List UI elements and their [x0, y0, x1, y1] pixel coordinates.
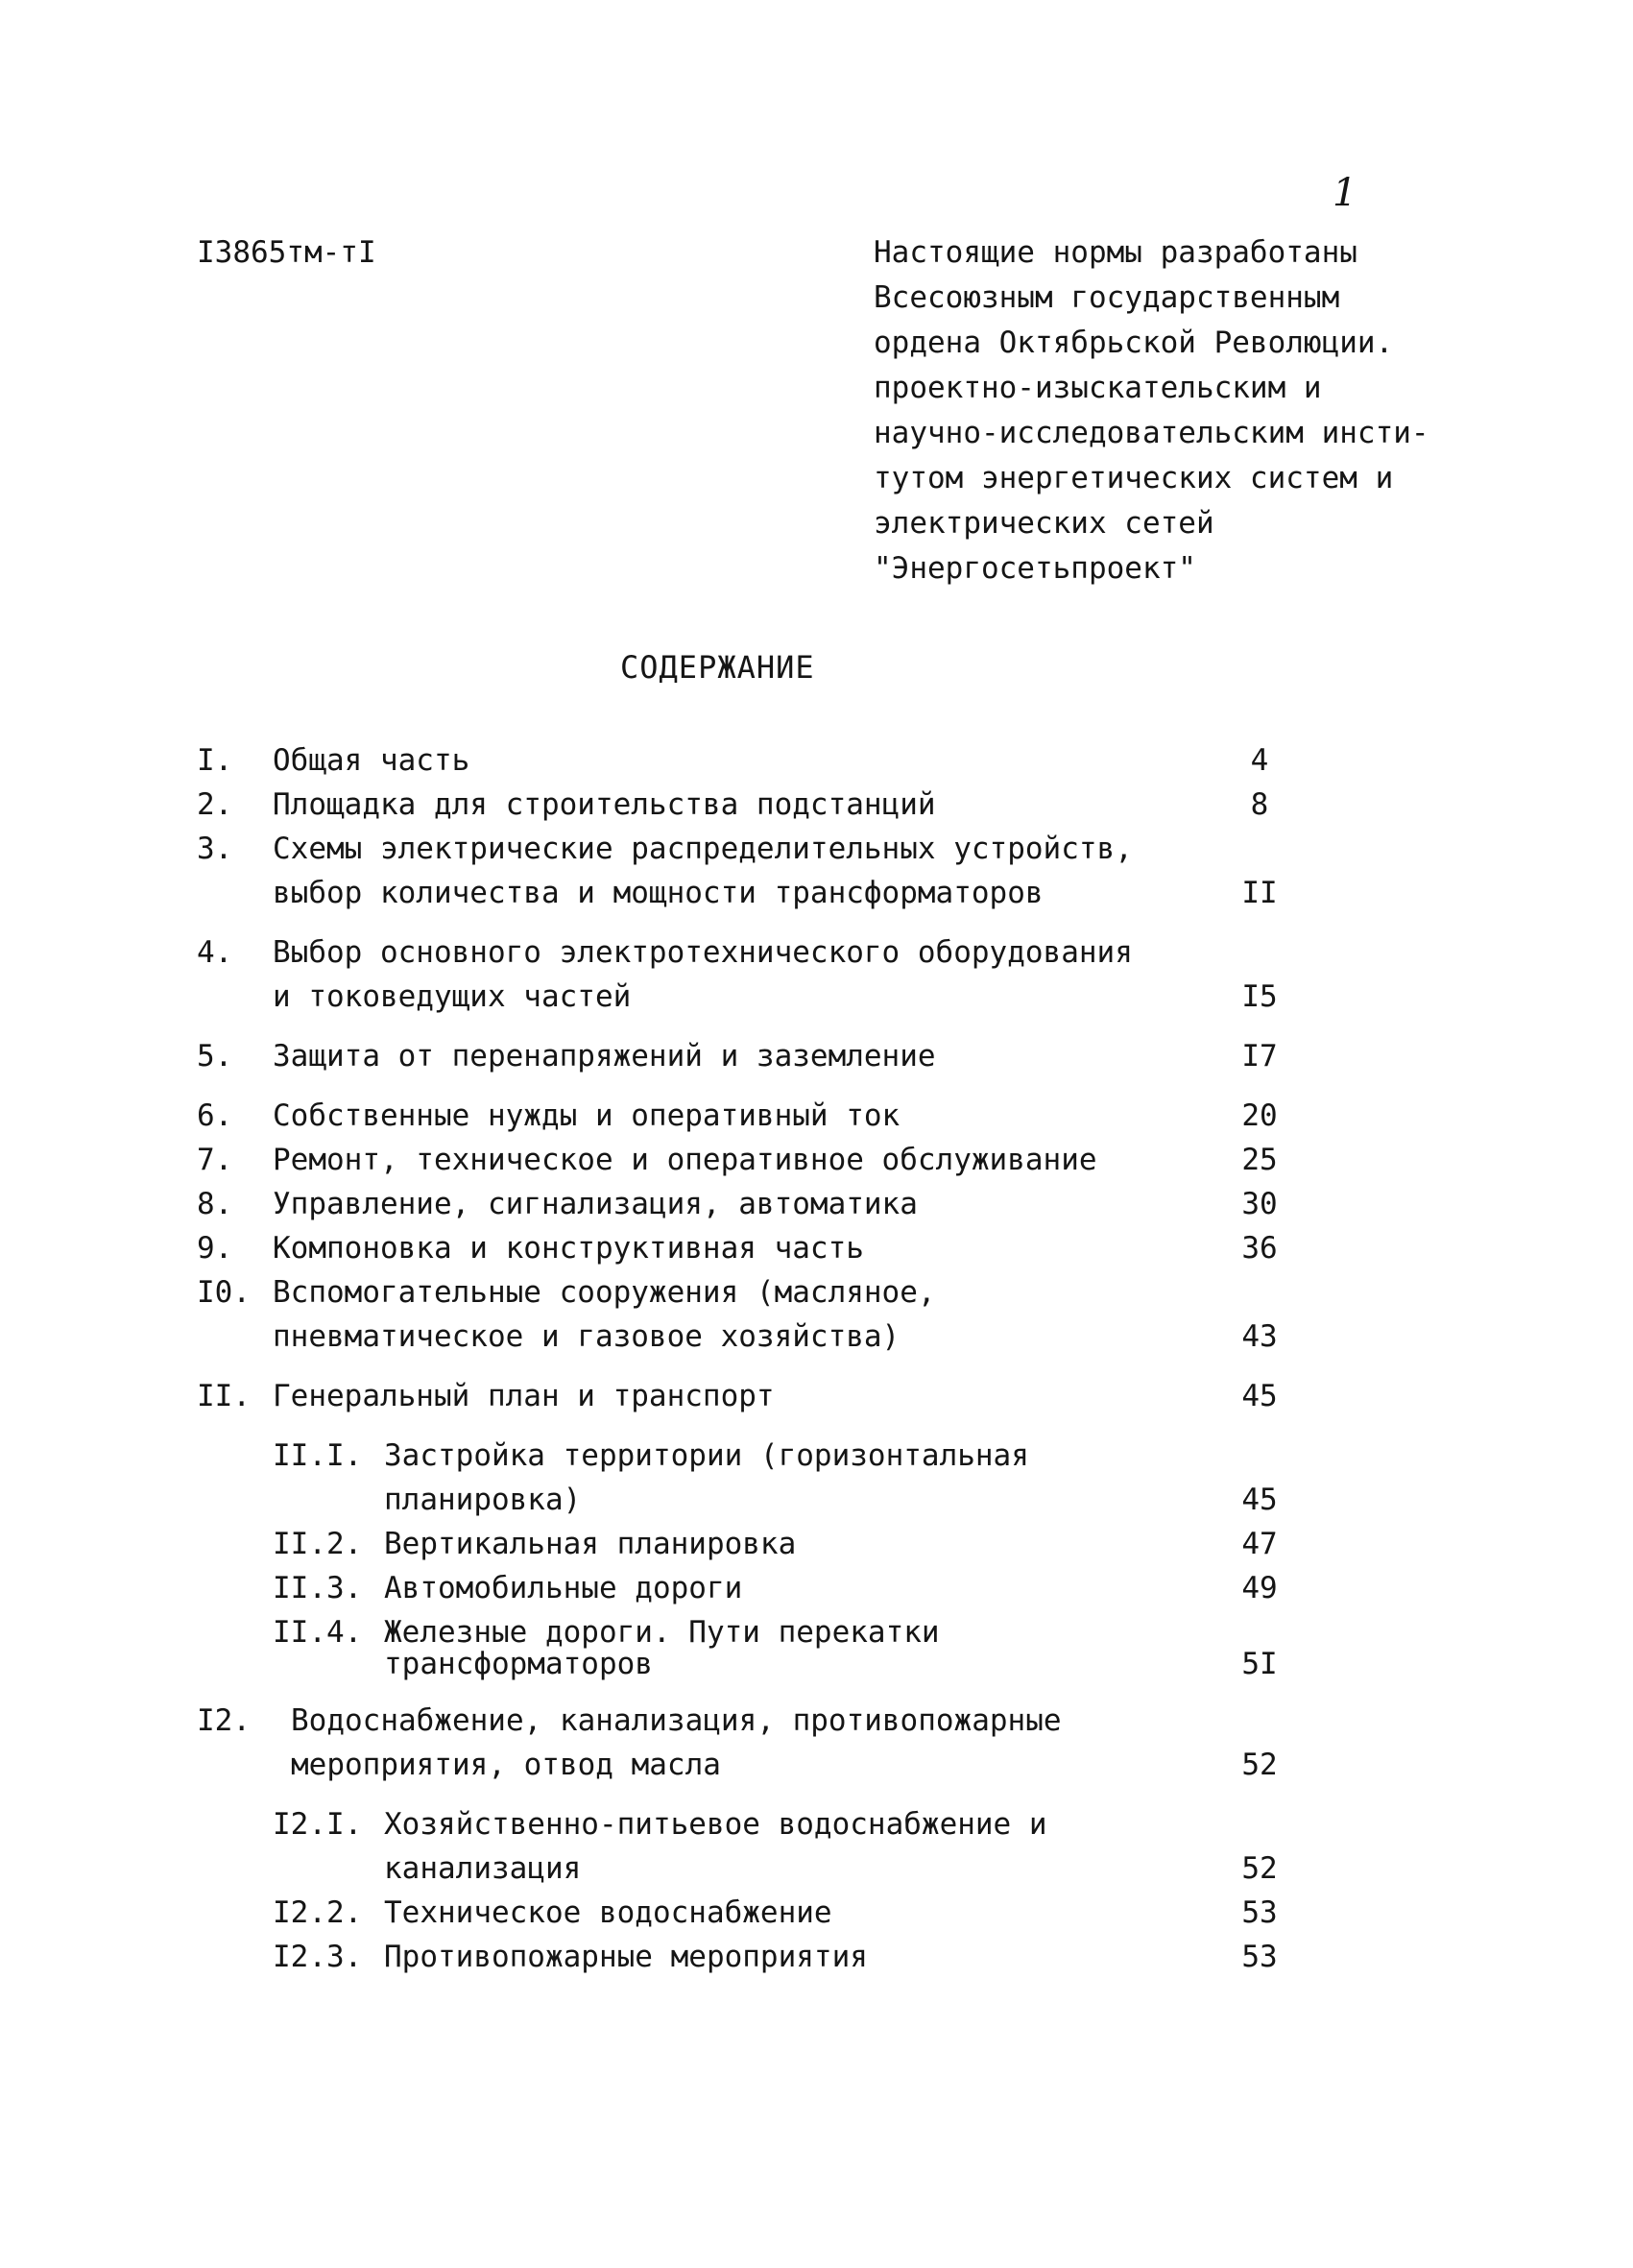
- toc-entry-page: 45: [1241, 1379, 1278, 1413]
- toc-entry-page: 25: [1241, 1143, 1278, 1177]
- toc-entry-page: 43: [1241, 1319, 1278, 1354]
- toc-entry-number: I2.2.: [273, 1895, 363, 1930]
- intro-line: Всесоюзным государственным: [874, 280, 1340, 315]
- toc-entry-title: Защита от перенапряжений и заземление: [273, 1039, 936, 1074]
- intro-line: электрических сетей: [874, 506, 1214, 541]
- toc-entry-title: Противопожарные мероприятия: [384, 1940, 868, 1974]
- toc-entry-number: I2.: [197, 1703, 251, 1738]
- toc-entry-number: 5.: [197, 1039, 233, 1074]
- toc-entry-title: Генеральный план и транспорт: [273, 1379, 775, 1413]
- toc-entry-number: I2.I.: [273, 1807, 363, 1842]
- intro-line: Настоящие нормы разработаны: [874, 235, 1357, 270]
- toc-entry-page: 53: [1241, 1940, 1278, 1974]
- toc-entry-number: I2.3.: [273, 1940, 363, 1974]
- toc-entry-title: Площадка для строительства подстанций: [273, 787, 936, 822]
- toc-entry-page: 45: [1241, 1483, 1278, 1517]
- toc-entry-title: Управление, сигнализация, автоматика: [273, 1187, 918, 1221]
- toc-entry-title: канализация: [384, 1851, 582, 1886]
- toc-entry-title: Собственные нужды и оперативный ток: [273, 1098, 901, 1133]
- toc-entry-page: 36: [1241, 1231, 1278, 1266]
- toc-entry-number: 6.: [197, 1098, 233, 1133]
- toc-entry-number: I0.: [197, 1275, 251, 1310]
- toc-entry-number: II.4.: [273, 1615, 363, 1650]
- toc-entry-title: Схемы электрические распределительных устройств,: [273, 832, 1133, 866]
- toc-entry-title: Компоновка и конструктивная часть: [273, 1231, 864, 1266]
- toc-entry-number: 7.: [197, 1143, 233, 1177]
- toc-entry-page: 5I: [1241, 1647, 1278, 1681]
- toc-entry-number: 9.: [197, 1231, 233, 1266]
- toc-entry-number: II.2.: [273, 1527, 363, 1561]
- toc-entry-page: 52: [1241, 1851, 1278, 1886]
- toc-entry-title: и токоведущих частей: [273, 979, 632, 1014]
- toc-entry-title: Вертикальная планировка: [384, 1527, 797, 1561]
- toc-entry-number: 4.: [197, 935, 233, 970]
- toc-entry-page: 49: [1241, 1571, 1278, 1605]
- toc-entry-title: Выбор основного электротехнического оборудования: [273, 935, 1133, 970]
- toc-entry-page: 8: [1250, 787, 1269, 822]
- intro-text: [874, 230, 1429, 591]
- toc-entry-title: трансформаторов: [384, 1647, 653, 1681]
- toc-entry-page: 47: [1241, 1527, 1278, 1561]
- page-number: 1: [1333, 171, 1357, 215]
- toc-entry-page: 20: [1241, 1098, 1278, 1133]
- toc-entry-number: II.I.: [273, 1438, 363, 1473]
- toc-entry-number: 2.: [197, 787, 233, 822]
- intro-line: проектно-изыскательским и: [874, 371, 1322, 405]
- toc-entry-title: планировка): [384, 1483, 582, 1517]
- document-code: I3865тм-тI: [197, 235, 376, 270]
- toc-entry-title: Застройка территории (горизонтальная: [384, 1438, 1029, 1473]
- toc-entry-title: Водоснабжение, канализация, противопожарные: [291, 1703, 1062, 1738]
- intro-line: "Энергосетьпроект": [874, 551, 1196, 586]
- intro-line: тутом энергетических систем и: [874, 461, 1394, 495]
- toc-entry-number: II.: [197, 1379, 251, 1413]
- toc-entry-page: 4: [1250, 743, 1269, 778]
- toc-entry-title: пневматическое и газовое хозяйства): [273, 1319, 901, 1354]
- toc-entry-number: II.3.: [273, 1571, 363, 1605]
- toc-entry-number: 8.: [197, 1187, 233, 1221]
- toc-entry-title: Техническое водоснабжение: [384, 1895, 832, 1930]
- toc-entry-page: 53: [1241, 1895, 1278, 1930]
- toc-entry-number: 3.: [197, 832, 233, 866]
- toc-entry-title: Автомобильные дороги: [384, 1571, 743, 1605]
- toc-entry-page: II: [1241, 876, 1278, 910]
- toc-title: СОДЕРЖАНИЕ: [620, 649, 815, 686]
- toc-entry-title: Вспомогательные сооружения (масляное,: [273, 1275, 936, 1310]
- toc-entry-title: Ремонт, техническое и оперативное обслуживание: [273, 1143, 1097, 1177]
- toc-entry-page: I7: [1241, 1039, 1278, 1074]
- toc-entry-title: Железные дороги. Пути перекатки: [384, 1615, 940, 1650]
- toc-entry-page: I5: [1241, 979, 1278, 1014]
- toc-entry-title: мероприятия, отвод масла: [291, 1748, 721, 1782]
- toc-entry-page: 52: [1241, 1748, 1278, 1782]
- toc-entry-number: I.: [197, 743, 233, 778]
- toc-entry-page: 30: [1241, 1187, 1278, 1221]
- intro-line: ордена Октябрьской Революции.: [874, 326, 1394, 360]
- toc-entry-title: Общая часть: [273, 743, 470, 778]
- toc-entry-title: выбор количества и мощности трансформаторов: [273, 876, 1044, 910]
- toc-entry-title: Хозяйственно-питьевое водоснабжение и: [384, 1807, 1047, 1842]
- intro-line: научно-исследовательским инсти-: [874, 416, 1429, 450]
